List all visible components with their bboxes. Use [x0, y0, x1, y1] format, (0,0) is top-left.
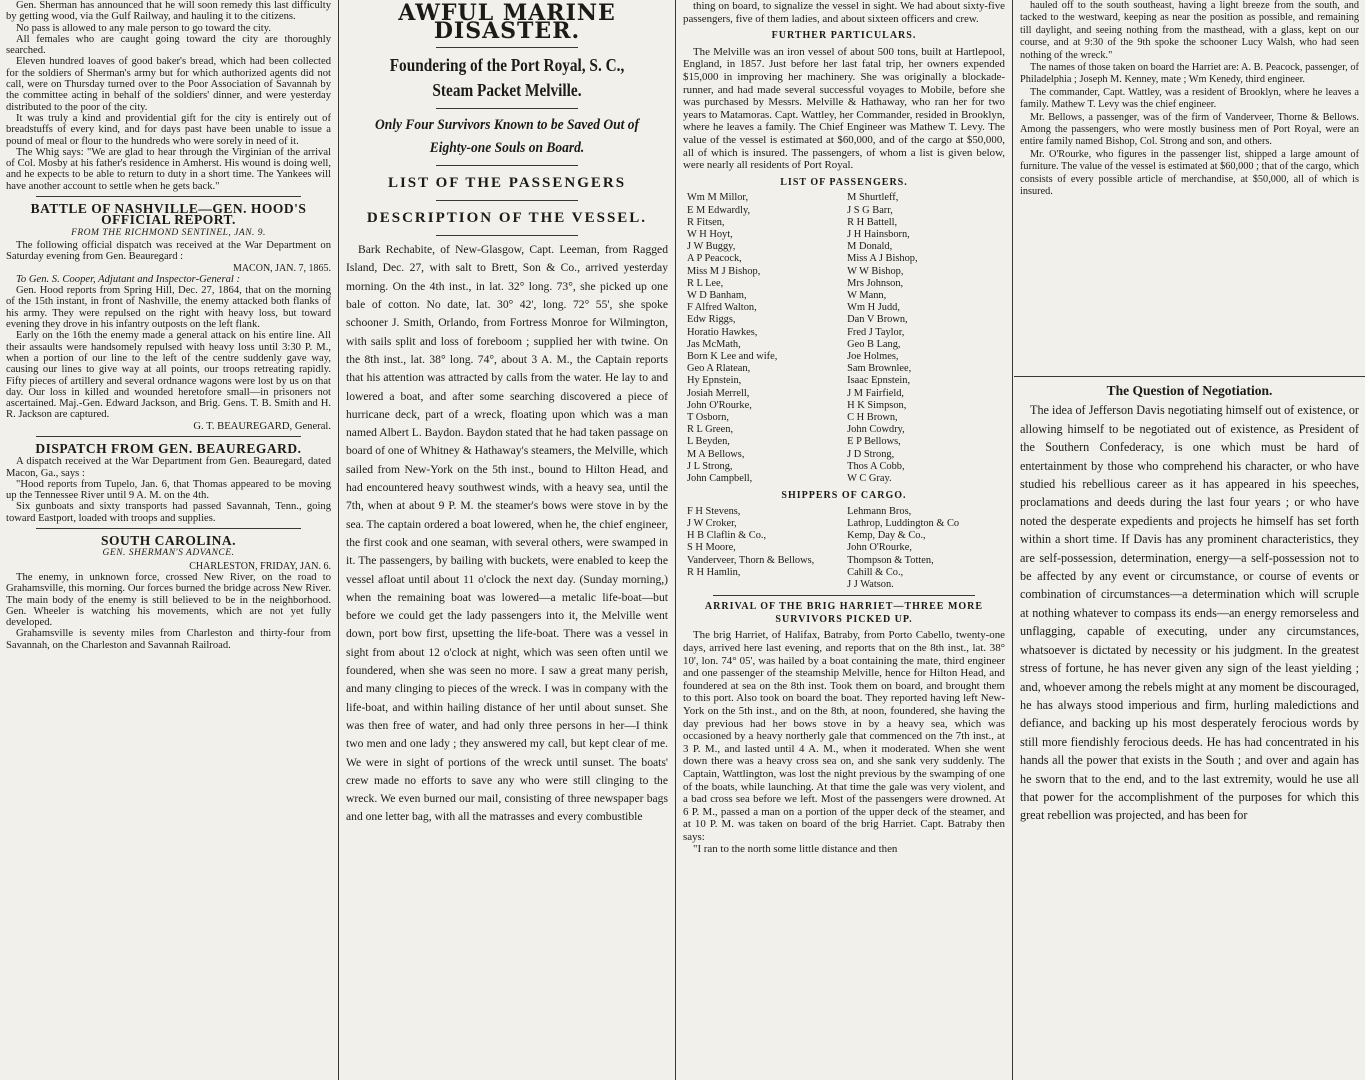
shippers-column-right — [847, 506, 1001, 591]
paragraph: Grahamsville is seventy miles from Charleston and thirty-four from Savannah, on the Charleston and Savannah Railroad. — [6, 628, 331, 651]
paragraph: hauled off to the south southeast, having a light breeze from the south, and tacked to the westward, keeping as near the position as possible, and remaining till daylight, and seeing nothing from the masthead, with a glass, kept on our course, and at 9:30 of the 9th spoke the schooner Lucy Walsh, who had seen nothing of the wreck." — [1020, 0, 1359, 61]
paragraph: The following official dispatch was received at the War Department on Saturday evening from Gen. Beauregard : — [6, 239, 331, 263]
list-item: Geo A Rlatean, — [687, 363, 751, 375]
column-rule — [675, 0, 676, 1080]
list-item: J D Strong, — [847, 448, 895, 460]
headline-deck-2: Only Four Survivors Known to be Saved Out of Eighty-one Souls on Board. — [374, 116, 640, 156]
article-body: Bark Rechabite, of New-Glasgow, Capt. Leeman, from Ragged Island, Dec. 27, with salt to Brett, Son & Co., arrived yesterday morning. On the 4th inst., in lat. 32° long. 73°, she picked up one bale of cotton. No date, lat. 30° 42', long. 72° 55', she spoke schooner J. Smith, Orlando, from Fortress Monroe for Wilmington, with sails split and loss of foreboom ; supplied her with twine. On the 8th inst., lat. 38° long. 74°, about 3 A. M., the Captain reports that his attention was attracted by calls from the water. He lay to and lowered a boat, and after some searching discovered a piece of hurricane deck, part of a wreck, floating upon which was a man named Albert L. Baydon. Baydon stated that he had taken passage on board of one of Whitney & Hathaway's steamers, the Melville, which sailed from New-York on the 5th inst., bound to Hilton Head, and had encountered heavy southwest winds, with a heavy sea, until the 7th, when at about 9 P. M. the steamer's bows were stove in by the sea. The captain ordered a boat lowered, when he, the chief engineer, the first cook and one seaman, with several others, were swamped in it. The passengers, by bailing with buckets, were enabled to keep the vessel afloat until about 11 o'clock the next day. (Sunday morning,) when the remaining boat was lowered—a metalic life-boat—but before we could get the lady passengers into it, the Melville went down, port bow first, upsetting the life-boat. There was a vessel in sight from about 12 o'clock at night, which was seen often until we foundered, when she was seen no more. I saw a great many perish, and many clinging to pieces of the wreck. I was in company with the life-boat, and within hailing distance of her until about sunset. She was then free of water, and had only three persons in her—I think two men and one lady ; they answered my call, but kept clear of me. We were in sight of portions of the wreck until sunset. The boats' crew made no efforts to save any who were still clinging to the wreck. We even burned our mail, consisting of three newspaper bags and one letter bag, with all the matrasses and every combustible — [346, 243, 668, 824]
negotiation-article — [1014, 376, 1365, 1080]
paragraph: Eleven hundred loaves of good baker's bread, which had been collected for the soldiers of Sherman's army but for which authorized agents did not call, were on Thursday turned over to the Poor Association of Savannah by the committee acting in behalf of the soldiers' dinner, and were yesterday distributed to the poor of the city. — [6, 56, 331, 113]
column-1 — [0, 0, 337, 1080]
sc-dateline: CHARLESTON, FRIDAY, JAN. 6. — [189, 560, 331, 572]
paragraph: No pass is allowed to any male person to go toward the city. — [16, 22, 271, 34]
list-item: E M Edwardly, — [687, 204, 751, 216]
list-item: J S G Barr, — [847, 204, 893, 216]
list-item: John O'Rourke, — [687, 399, 752, 411]
list-item: Cahill & Co., — [847, 566, 904, 578]
negotiation-heading: The Question of Negotiation. — [1106, 383, 1273, 398]
vessel-heading: DESCRIPTION OF THE VESSEL. — [366, 209, 648, 226]
divider — [36, 436, 301, 437]
list-item: L Beyden, — [687, 436, 730, 448]
list-item: Geo B Lang, — [847, 338, 901, 350]
list-item: Born K Lee and wife, — [687, 350, 778, 362]
sc-heading: SOUTH CAROLINA. — [100, 533, 237, 549]
paragraph: Gen. Hood reports from Spring Hill, Dec. 27, 1864, that on the morning of the 15th instant, in front of Nashville, the enemy attacked both flanks of his army. They were repulsed on the right with heavy loss, but toward evening they drove in his infantry outposts on the left flank. — [6, 285, 331, 331]
list-item: E P Bellows, — [847, 436, 901, 448]
paragraph: thing on board, to signalize the vessel in sight. We had about sixty-five passengers, five of them ladies, and about sixteen officers and crew. — [683, 0, 1005, 25]
battle-heading: BATTLE OF NASHVILLE—GEN. HOOD'S OFFICIAL REPORT. — [30, 201, 307, 228]
paragraph: A dispatch received at the War Department from Gen. Beauregard, dated Macon, Ga., says : — [6, 456, 331, 479]
paragraph: Gen. Sherman has announced that he will soon remedy this last difficulty by getting wood, via the Gulf Railway, and hauling it to the citizens. — [6, 0, 331, 23]
shippers-column-left — [687, 506, 841, 591]
passenger-list-heading: LIST OF PASSENGERS. — [780, 176, 908, 188]
list-item: H K Simpson, — [847, 399, 907, 411]
dispatch-heading: DISPATCH FROM GEN. BEAUREGARD. — [35, 440, 302, 456]
list-item: Sam Brownlee, — [847, 363, 912, 375]
divider — [436, 47, 578, 48]
list-item: J H Hainsborn, — [847, 228, 910, 240]
list-item: R H Battell, — [847, 216, 898, 228]
list-item: Josiah Merrell, — [687, 387, 750, 399]
list-item: C H Brown, — [847, 411, 898, 423]
shippers-heading: SHIPPERS OF CARGO. — [781, 490, 907, 502]
divider — [436, 235, 578, 236]
paragraph: Six gunboats and sixty transports had passed Savannah, Tenn., going toward Eastport, loaded with troops and supplies. — [6, 501, 331, 524]
paragraph: "I ran to the north some little distance and then — [693, 843, 898, 856]
divider — [436, 200, 578, 201]
list-item: W Mann, — [847, 289, 887, 301]
column-rule — [338, 0, 339, 1080]
list-item: Lathrop, Luddington & Co — [847, 517, 960, 529]
list-item: Mrs Johnson, — [847, 277, 904, 289]
list-item: F H Stevens, — [687, 505, 741, 517]
list-item: M Donald, — [847, 241, 893, 253]
list-item: R Fitsen, — [687, 216, 725, 228]
paragraph: The names of those taken on board the Harriet are: A. B. Peacock, passenger, of Philadelphia ; Joseph M. Kenney, mate ; Wm Kenedy, third engineer. — [1020, 62, 1359, 86]
list-item: John Campbell, — [687, 472, 753, 484]
paragraph: The Whig says: "We are glad to hear through the Virginian of the arrival of Col. Mosby at his father's residence in Amherst. His wound is doing well, and he expects to be able to return to duty in a short time. The Yankees will have another account to settle when he gets back." — [6, 146, 331, 192]
list-item: Kemp, Day & Co., — [847, 530, 926, 542]
paragraph: All females who are caught going toward the city are thoroughly searched. — [6, 33, 331, 57]
list-item: J L Strong, — [687, 460, 733, 472]
list-item: H B Claflin & Co., — [687, 530, 767, 542]
list-item: Joe Holmes, — [847, 350, 899, 362]
paragraph: The brig Harriet, of Halifax, Batraby, from Porto Cabello, twenty-one days, arrived here last evening, and reports that on the 8th inst., lat. 38° 10', lon. 74° 05', was hailed by a boat containing the mate, third engineer and one passenger of the steamship Melville, hence for Hilton Head, and foundered at sea on the 8th inst. Took them on board, and brought them to this port. Also took on board the boat. They reported having left New-York on the 5th inst., and on the 8th, at noon, foundered, she having the day previous had her bows stove in by a heavy sea, which was occasioned by a heavy northerly gale that commenced on the 7th inst., at 3 P. M., and lasted until 4 A. M., when it moderated. When she went down there was a heavy cross sea on, and she sank very suddenly. The Captain, Wattlington, was lost the night previous by the swamping of one of the boats, while launching. At that time the gale was very violent, and a bad cross sea before we left. Most of the passengers were drowned. At 6 P. M., passed a man on a portion of the upper deck of the steamer, and at 10 P. M. was taken on board of the brig Harriet. Capt. Batraby then says: — [683, 629, 1005, 843]
list-item: W D Banham, — [687, 289, 747, 301]
list-item: John Cowdry, — [847, 424, 905, 436]
paragraph: The idea of Jefferson Davis negotiating himself out of existence, or allowing himself to be negotiated out of existence, as President of the Southern Confederacy, is one which must be hard of entertainment by those who comprehend his character, or who have studied his rebellious career as it has appeared in his speeches, proclamations and deeds during the last four years ; or who have noted the desperate expedients and projects he himself has set forth within a short time. If Davis has any prominent characteristics, they are self-possession, determination, energy—a self-possession not to be affected by any event or circumstance, or course of events or combination of circumstances—a determination which will scruple at nothing whatever to compass its ends—an energy remorseless and unflagging, capable of executing, under any circumstances, whatsoever is dictated by necessity or his judgment. In the greatest stress of fortune, he has never given any sign of the least yielding ; and, whoever among the rebels might at any moment be discouraged, he has always stood imperious and firm, hurling maledictions and defiance, and backing up his most desperately ferocious words by still more fiendishly ferocious deeds. He has had concentrated in his hands all the power that exists in the South ; and over and again has he sworn that to the end, and to the last extremity, would he use all that power for the accomplishment of the purposes for which this great rebellion was projected, and has been for — [1020, 403, 1359, 823]
list-item: Hy Epnstein, — [687, 375, 742, 387]
list-item: Isaac Epnstein, — [847, 375, 911, 387]
further-heading: FURTHER PARTICULARS. — [771, 30, 917, 42]
list-item: Miss M J Bishop, — [687, 265, 761, 277]
list-item: Lehmann Bros, — [847, 505, 912, 517]
column-rule — [1012, 0, 1013, 1080]
list-item: W C Gray. — [847, 472, 892, 484]
passenger-list — [683, 192, 1005, 485]
list-item: Horatio Hawkes, — [687, 326, 758, 338]
list-item: W H Hoyt, — [687, 228, 733, 240]
main-headline: AWFUL MARINE DISASTER. — [398, 0, 616, 45]
battle-address: To Gen. S. Cooper, Adjutant and Inspector-General : — [16, 273, 241, 285]
sc-subheading: GEN. SHERMAN'S ADVANCE. — [102, 548, 235, 559]
list-item: Wm H Judd, — [847, 302, 900, 314]
list-item: R L Green, — [687, 424, 734, 436]
list-item: T Osborn, — [687, 411, 729, 423]
shippers-list — [683, 506, 1005, 591]
list-item: W W Bishop, — [847, 265, 904, 277]
divider — [436, 165, 578, 166]
list-item: Jas McMath, — [687, 338, 741, 350]
paragraph: "Hood reports from Tupelo, Jan. 6, that Thomas appeared to be moving up the Tennessee River until 9 A. M. on the 4th. — [6, 478, 331, 502]
list-item: Thompson & Totten, — [847, 554, 934, 566]
divider — [36, 528, 301, 529]
list-item: R H Hamlin, — [687, 566, 741, 578]
paragraph: The Melville was an iron vessel of about 500 tons, built at Hartlepool, England, in 1857. Just before her last fatal trip, her owners expended $15,000 in improving her machinery. She was originally a blockade-runner, and had made several successful voyages to Mobile, before she was purchased by Messrs. Melville & Hathaway, who ran her for two years to Matamoras. Capt. Wattley, her Commander, resided in Brooklyn, where he leaves a family. The Chief Engineer was Mathew T. Levy. The value of the vessel is estimated at $60,000, and of the cargo at $50,000, all of which is insured. The passengers, of whom a list is given below, were nearly all residents of Port Royal. — [683, 45, 1005, 172]
list-item: M A Bellows, — [687, 448, 745, 460]
list-item: Wm M Millor, — [687, 192, 749, 204]
passengers-heading: LIST OF THE PASSENGERS — [387, 174, 627, 191]
list-item: Vanderveer, Thorn & Bellows, — [687, 554, 815, 566]
battle-dateline: MACON, JAN. 7, 1865. — [232, 262, 331, 274]
passenger-column-left — [687, 192, 841, 485]
headline-deck-1: Foundering of the Port Royal, S. C., Steam Packet Melville. — [389, 54, 625, 100]
list-item: A P Peacock, — [687, 253, 742, 265]
battle-source: FROM THE RICHMOND SENTINEL, JAN. 9. — [71, 227, 266, 238]
list-item: Edw Riggs, — [687, 314, 736, 326]
list-item: J W Croker, — [687, 517, 737, 529]
divider — [436, 108, 578, 109]
paragraph: It was truly a kind and providential gift for the city is entirely out of breadstuffs of every kind, and for days past have been unable to issue a pound of meal or flour to the hundreds who were sorely in need of it. — [6, 112, 331, 147]
arrival-heading: ARRIVAL OF THE BRIG HARRIET—THREE MORE SURVIVORS PICKED UP. — [704, 601, 984, 625]
paragraph: Early on the 16th the enemy made a general attack on his entire line. All their assaults were handsomely repulsed with heavy loss until 3:30 P. M., when a portion of our line to the left of the centre suddenly gave way, causing our lines to give way at all points, our troops retreating rapidly. Fifty pieces of artillery and several ordnance wagons were lost by us on that day. Our loss in killed and wounded heretofore small—in prisoners not ascertained. Maj.-Gen. Edward Jackson, and Brig. Gens. T. B. Smith and H. R. Jackson are captured. — [6, 330, 331, 421]
list-item: F Alfred Walton, — [687, 302, 757, 314]
list-item: John O'Rourke, — [847, 542, 912, 554]
list-item: J W Buggy, — [687, 241, 736, 253]
list-item: S H Moore, — [687, 542, 736, 554]
paragraph: Mr. Bellows, a passenger, was of the firm of Vanderveer, Thorne & Bellows. Among the passengers, who were mostly business men of Port Royal, were an entire family named Bishop, Col. Strong and son, and others. — [1020, 111, 1359, 148]
list-item: Fred J Taylor, — [847, 326, 905, 338]
divider — [713, 595, 975, 596]
column-4 — [1014, 0, 1365, 1080]
list-item: J J Watson. — [847, 579, 894, 590]
column-3 — [677, 0, 1011, 1080]
divider — [36, 196, 301, 197]
list-item: R L Lee, — [687, 277, 724, 289]
list-item: Miss A J Bishop, — [847, 253, 918, 265]
paragraph: The enemy, in unknown force, crossed New River, on the road to Grahamsville, this morning. Our forces burned the bridge across New River. The main body of the enemy is still believed to be in the neighborhood. Gen. Wheeler is watching his movements, which are not yet fully developed. — [6, 571, 331, 629]
list-item: Dan V Brown, — [847, 314, 908, 326]
paragraph: The commander, Capt. Wattley, was a resident of Brooklyn, where he leaves a family. Mathew T. Levy was the chief engineer. — [1020, 86, 1359, 111]
paragraph: Mr. O'Rourke, who figures in the passenger list, shipped a large amount of furniture. The value of the vessel is estimated at $60,000 ; that of the cargo, which consists of every possible article of merchandise, at $50,000, all of which is insured. — [1020, 148, 1359, 198]
col1-top-text — [6, 0, 331, 192]
list-item: J M Fairfield, — [847, 387, 904, 399]
column-2 — [340, 0, 674, 1080]
list-item: Thos A Cobb, — [847, 460, 905, 472]
list-item: M Shurtleff, — [847, 192, 899, 204]
battle-signer: G. T. BEAUREGARD, General. — [193, 420, 331, 432]
passenger-column-right — [847, 192, 1001, 485]
